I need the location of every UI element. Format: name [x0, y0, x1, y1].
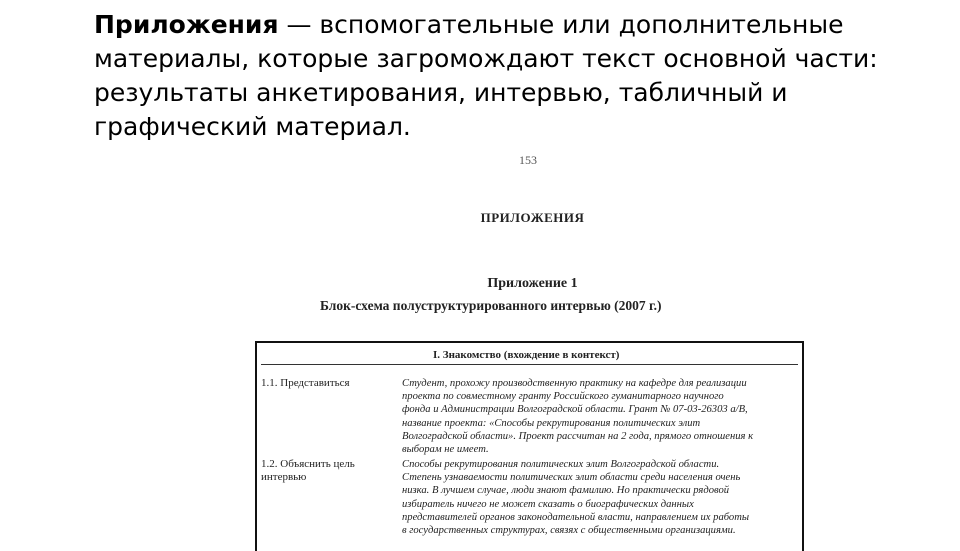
heading-term: Приложения: [94, 10, 279, 39]
appendix-subtitle: Блок-схема полуструктурированного интервью (2007 г.): [320, 298, 662, 313]
slide-heading: [94, 8, 934, 144]
section-divider: [261, 364, 798, 365]
row-text: [402, 377, 802, 456]
row-text-line: низка. В лучшем случае, люди знают фамилию. Но практически рядовой: [402, 485, 730, 497]
row-text-line: избиратель ничего не может сказать о биографических данных: [402, 498, 694, 510]
row-text-line: Волгоградской области». Проект рассчитан на 2 года, прямого отношения к: [402, 430, 754, 442]
document-scan: [255, 150, 815, 540]
row-text-line: Студент, прохожу производственную практику на кафедре для реализации: [402, 378, 747, 389]
document-title: ПРИЛОЖЕНИЯ: [480, 210, 585, 225]
row-label: [261, 458, 386, 484]
row-label-line: 1.1. Представиться: [261, 377, 350, 389]
row-text-line: выборам не имеет.: [402, 444, 489, 456]
row-text-line: Способы рекрутирования политических элит Волгоградской области.: [402, 459, 720, 470]
page-number: 153: [519, 153, 537, 167]
row-text-line: название проекта: «Способы рекрутирования политических элит: [402, 417, 701, 429]
row-label-line: интервью: [261, 471, 307, 483]
row-text-line: Степень узнаваемости политических элит области среди населения очень: [402, 472, 741, 484]
row-text-line: представителей органов законодательной власти, направлением их работы: [402, 511, 750, 523]
appendix-title: Приложение 1: [487, 276, 578, 291]
heading-definition: — вспомогательные или дополнительные материалы, которые загромождают текст основной части: результаты анкетирования, интервью, табличный и графический материал.: [94, 10, 878, 141]
row-label-line: 1.2. Объяснить цель: [261, 458, 355, 470]
row-label: [261, 377, 386, 390]
section-header: I. Знакомство (вхождение в контекст): [433, 349, 620, 361]
row-text-line: в государственных структурах, связях с общественными организациями.: [402, 525, 736, 537]
row-text-line: фонда и Администрации Волгоградской области. Грант № 07-03-26303 а/В,: [402, 404, 748, 416]
interview-table: [255, 341, 804, 551]
row-text-line: проекта по совместному гранту Российского гуманитарного научного: [402, 391, 724, 403]
row-text: [402, 458, 802, 537]
